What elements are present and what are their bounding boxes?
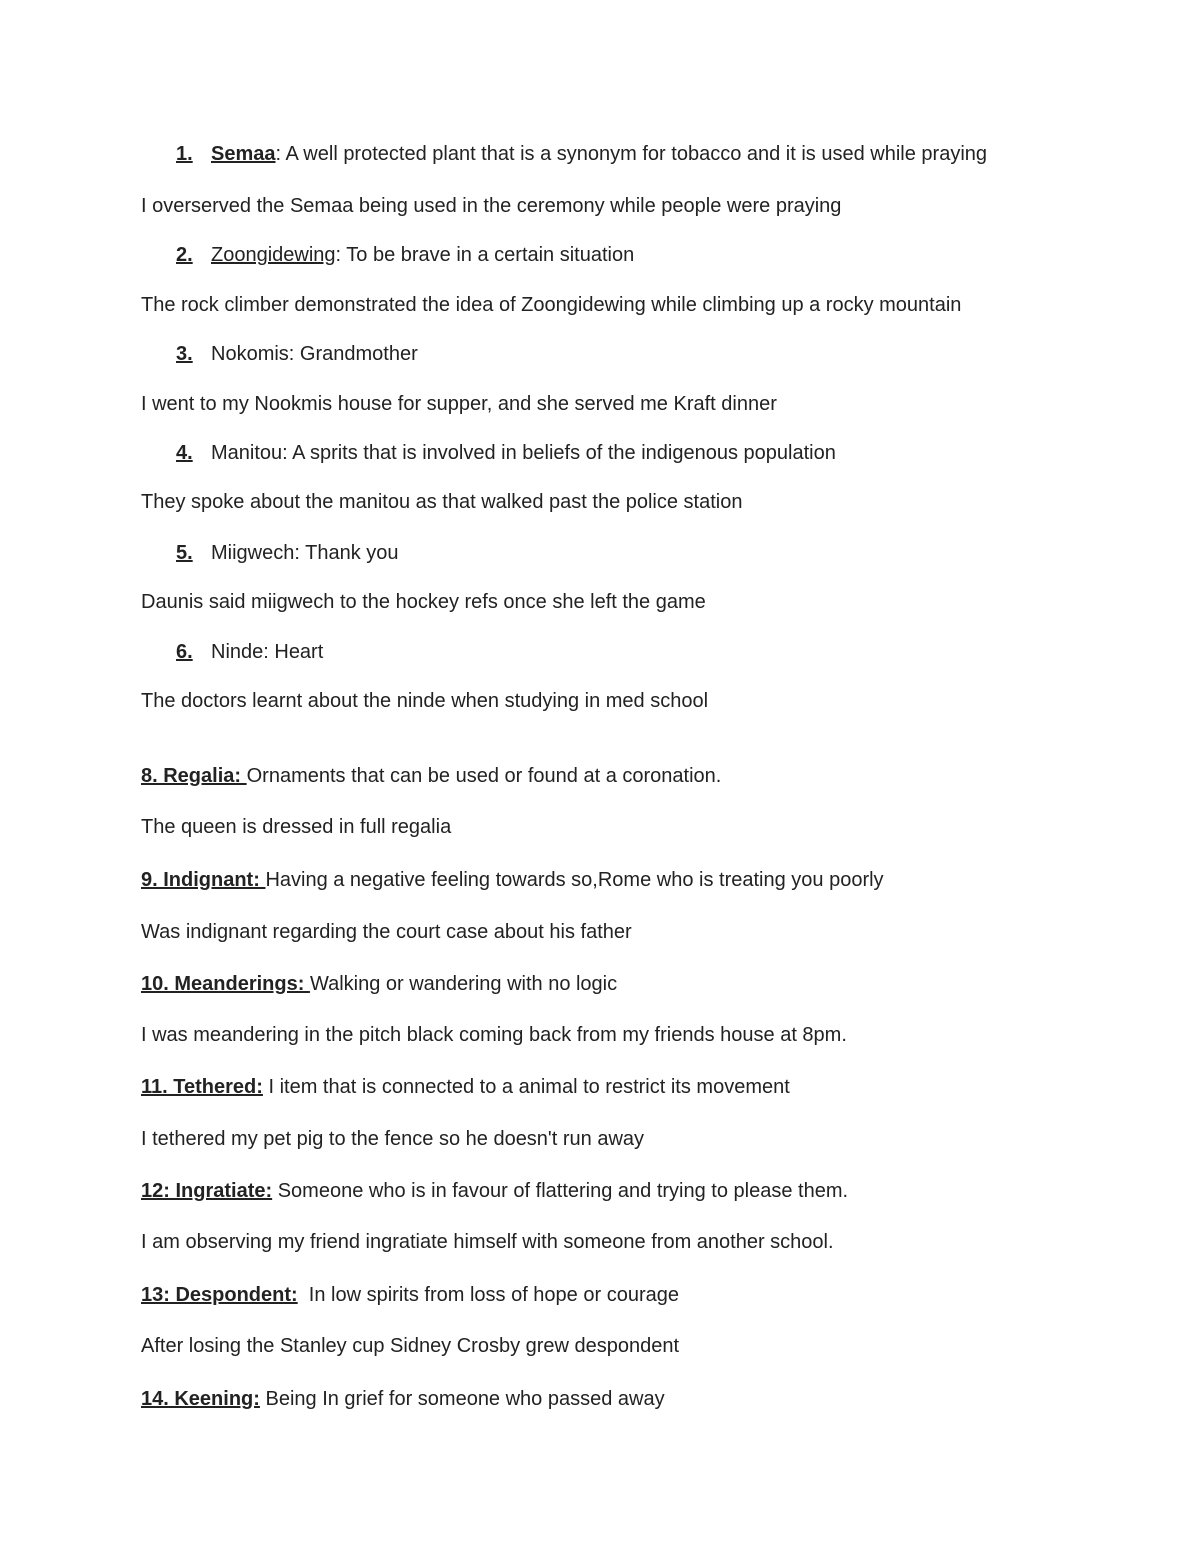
item-definition: Manitou: A sprits that is involved in beliefs of the indigenous population [211, 442, 836, 464]
item-definition: Nokomis: Grandmother [211, 343, 418, 365]
item-definition: I item that is connected to a animal to restrict its movement [262, 1076, 790, 1098]
vocab-item-5 [176, 541, 399, 565]
item-heading: 12: Ingratiate: [141, 1180, 273, 1202]
item-definition: Walking or wandering with no logic [309, 973, 618, 995]
item-definition: Miigwech: Thank you [211, 542, 399, 564]
item-heading: 10. Meanderings: [141, 973, 310, 995]
example-sentence-6: The doctors learnt about the ninde when studying in med school [141, 690, 709, 712]
item-number: 5. [176, 542, 193, 564]
item-definition: Ornaments that can be used or found at a coronation. [246, 765, 722, 787]
vocab-item-9 [141, 868, 884, 892]
example-sentence-1: I overserved the Semaa being used in the ceremony while people were praying [141, 195, 842, 217]
item-number: 1. [176, 143, 193, 165]
vocab-item-10 [141, 972, 617, 996]
item-definition: Ninde: Heart [211, 641, 324, 663]
vocab-item-4 [176, 441, 836, 465]
vocab-item-3 [176, 342, 418, 366]
example-sentence-4: They spoke about the manitou as that walked past the police station [141, 491, 743, 513]
vocab-item-8 [141, 764, 721, 788]
item-definition: Having a negative feeling towards so,Rome who is treating you poorly [265, 869, 884, 891]
item-term: Semaa [211, 143, 276, 165]
example-sentence-2: The rock climber demonstrated the idea of Zoongidewing while climbing up a rocky mountain [141, 294, 962, 316]
vocab-item-12 [141, 1179, 848, 1203]
example-sentence-12: I am observing my friend ingratiate himself with someone from another school. [141, 1231, 834, 1253]
example-sentence-10: I was meandering in the pitch black coming back from my friends house at 8pm. [141, 1024, 847, 1046]
item-number: 2. [176, 244, 193, 266]
example-sentence-3: I went to my Nookmis house for supper, and she served me Kraft dinner [141, 393, 777, 415]
item-definition: In low spirits from loss of hope or courage [297, 1284, 679, 1306]
example-sentence-5: Daunis said miigwech to the hockey refs once she left the game [141, 591, 706, 613]
vocab-item-13 [141, 1283, 679, 1307]
item-heading: 11. Tethered: [141, 1076, 263, 1098]
item-number: 6. [176, 641, 193, 663]
vocab-item-6 [176, 640, 323, 664]
example-sentence-8: The queen is dressed in full regalia [141, 816, 452, 838]
item-definition: : A well protected plant that is a synonym for tobacco and it is used while praying [275, 143, 988, 165]
item-heading: 13: Despondent: [141, 1284, 298, 1306]
vocab-item-14 [141, 1387, 665, 1411]
example-sentence-11: I tethered my pet pig to the fence so he doesn't run away [141, 1128, 645, 1150]
item-heading: 14. Keening: [141, 1388, 260, 1410]
example-sentence-13: After losing the Stanley cup Sidney Crosby grew despondent [141, 1335, 680, 1357]
item-heading: 8. Regalia: [141, 765, 247, 787]
vocab-item-2 [176, 243, 634, 267]
item-number: 3. [176, 343, 193, 365]
item-number: 4. [176, 442, 193, 464]
item-definition: : To be brave in a certain situation [335, 244, 635, 266]
vocab-item-11 [141, 1075, 790, 1099]
item-term: Zoongidewing [211, 244, 336, 266]
item-definition: Someone who is in favour of flattering and trying to please them. [272, 1180, 849, 1202]
vocab-item-1 [176, 142, 987, 166]
item-heading: 9. Indignant: [141, 869, 266, 891]
example-sentence-9: Was indignant regarding the court case about his father [141, 921, 632, 943]
item-definition: Being In grief for someone who passed away [259, 1388, 665, 1410]
